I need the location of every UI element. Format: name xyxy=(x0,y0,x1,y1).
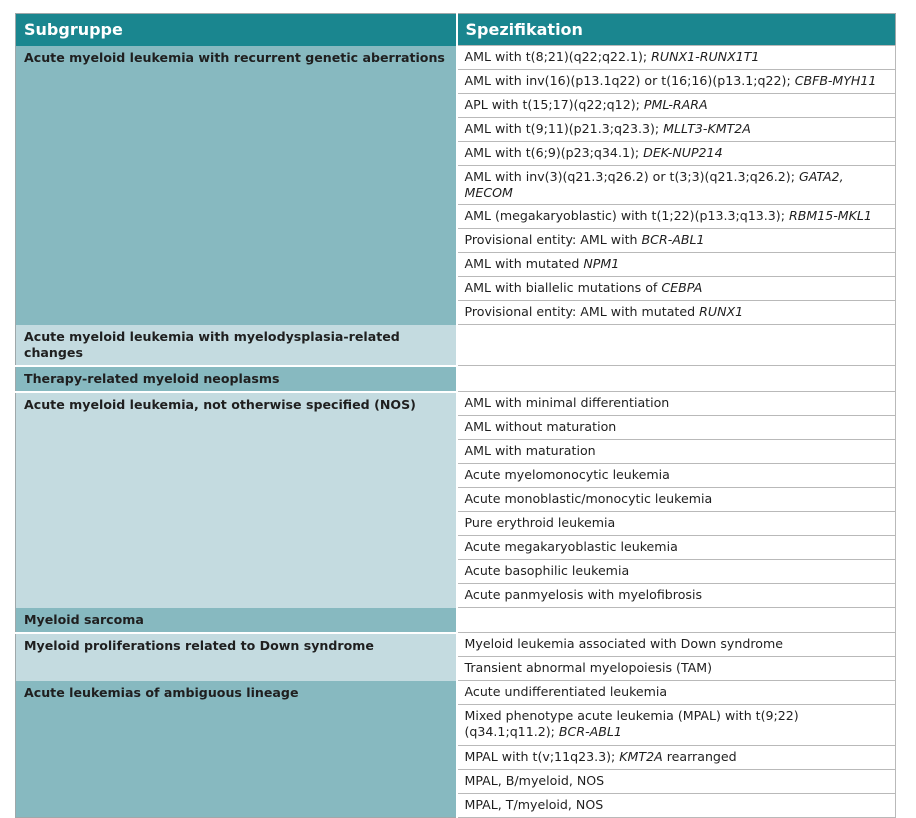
spec-text: AML with maturation xyxy=(464,443,596,458)
specification-cell xyxy=(457,416,896,440)
spec-gene-italic: KMT2A xyxy=(619,749,663,764)
table-row xyxy=(16,325,896,366)
specification-cell xyxy=(457,46,896,70)
specification-cell xyxy=(457,681,896,705)
spec-text: Provisional entity: AML with xyxy=(464,232,642,247)
spec-gene-italic: BCR-ABL1 xyxy=(558,724,622,739)
table-body xyxy=(16,46,896,818)
spec-text: Acute panmyelosis with myelofibrosis xyxy=(464,587,703,602)
spec-text: AML with minimal differentiation xyxy=(464,395,670,410)
table-row xyxy=(16,633,896,657)
spec-text: MPAL with t(v;11q23.3); xyxy=(464,749,620,764)
spec-gene-italic: RUNX1-RUNX1T1 xyxy=(651,49,760,64)
spec-text: AML (megakaryoblastic) with t(1;22)(p13.3;q13.3); xyxy=(464,208,789,223)
specification-cell xyxy=(457,325,896,366)
specification-cell xyxy=(457,794,896,818)
spec-text: Acute basophilic leukemia xyxy=(464,563,630,578)
spec-text: AML with t(8;21)(q22;q22.1); xyxy=(464,49,652,64)
spec-text: AML without maturation xyxy=(464,419,617,434)
specification-cell xyxy=(457,205,896,229)
header-spezifikation: Spezifikation xyxy=(457,14,896,46)
spec-gene-italic: RBM15-MKL1 xyxy=(788,208,872,223)
spec-text: Pure erythroid leukemia xyxy=(464,515,616,530)
spec-text: Myeloid leukemia associated with Down syndrome xyxy=(464,636,783,651)
specification-cell xyxy=(457,770,896,794)
header-subgruppe: Subgruppe xyxy=(16,14,457,46)
specification-cell xyxy=(457,229,896,253)
spec-gene-italic: PML-RARA xyxy=(643,97,708,112)
specification-cell xyxy=(457,118,896,142)
specification-cell xyxy=(457,166,896,205)
table-header-row xyxy=(16,14,896,46)
specification-cell xyxy=(457,253,896,277)
specification-cell xyxy=(457,536,896,560)
subgroup-cell: Acute myeloid leukemia with recurrent genetic aberrations xyxy=(16,46,457,325)
spec-text: AML with mutated xyxy=(464,256,584,271)
specification-cell xyxy=(457,746,896,770)
spec-gene-italic: DEK-NUP214 xyxy=(643,145,723,160)
spec-gene-italic: MLLT3-KMT2A xyxy=(663,121,751,136)
specification-cell xyxy=(457,512,896,536)
specification-cell xyxy=(457,440,896,464)
subgroup-cell: Myeloid sarcoma xyxy=(16,608,457,633)
subgroup-cell: Therapy-related myeloid neoplasms xyxy=(16,366,457,392)
specification-cell xyxy=(457,584,896,608)
table-row xyxy=(16,392,896,416)
spec-text: Acute megakaryoblastic leukemia xyxy=(464,539,678,554)
specification-cell xyxy=(457,366,896,392)
spec-text: Transient abnormal myelopoiesis (TAM) xyxy=(464,660,713,675)
specification-cell xyxy=(457,560,896,584)
specification-cell xyxy=(457,142,896,166)
specification-cell xyxy=(457,277,896,301)
subgroup-cell: Acute myeloid leukemia with myelodysplasia-related changes xyxy=(16,325,457,366)
spec-text: Acute myelomonocytic leukemia xyxy=(464,467,670,482)
spec-text: MPAL, T/myeloid, NOS xyxy=(464,797,604,812)
subgroup-cell: Acute leukemias of ambiguous lineage xyxy=(16,681,457,818)
spec-text: MPAL, B/myeloid, NOS xyxy=(464,773,605,788)
spec-text: APL with t(15;17)(q22;q12); xyxy=(464,97,644,112)
spec-gene-italic: GATA2, MECOM xyxy=(464,169,844,200)
spec-text: AML with inv(16)(p13.1q22) or t(16;16)(p13.1;q22); xyxy=(464,73,795,88)
spec-text: AML with t(6;9)(p23;q34.1); xyxy=(464,145,644,160)
spec-text: AML with t(9;11)(p21.3;q23.3); xyxy=(464,121,664,136)
spec-gene-italic: RUNX1 xyxy=(699,304,744,319)
subgroup-cell: Myeloid proliferations related to Down syndrome xyxy=(16,633,457,681)
specification-cell xyxy=(457,633,896,657)
spec-text: Mixed phenotype acute leukemia (MPAL) with t(9;22)(q34.1;q11.2); xyxy=(464,708,799,739)
specification-cell xyxy=(457,608,896,633)
specification-cell xyxy=(457,464,896,488)
spec-text: Acute monoblastic/monocytic leukemia xyxy=(464,491,713,506)
specification-cell xyxy=(457,705,896,746)
spec-gene-italic: CEBPA xyxy=(661,280,703,295)
spec-gene-italic: CBFB-MYH11 xyxy=(794,73,877,88)
table-row xyxy=(16,681,896,705)
specification-cell xyxy=(457,657,896,681)
specification-cell xyxy=(457,94,896,118)
spec-text: Acute undifferentiated leukemia xyxy=(464,684,668,699)
aml-classification-table xyxy=(15,13,896,818)
classification-table-container xyxy=(15,13,895,818)
spec-text: Provisional entity: AML with mutated xyxy=(464,304,700,319)
table-row xyxy=(16,46,896,70)
specification-cell xyxy=(457,488,896,512)
specification-cell xyxy=(457,301,896,325)
spec-text: AML with inv(3)(q21.3;q26.2) or t(3;3)(q21.3;q26.2); xyxy=(464,169,799,184)
specification-cell xyxy=(457,70,896,94)
specification-cell xyxy=(457,392,896,416)
spec-gene-italic: BCR-ABL1 xyxy=(641,232,705,247)
spec-text: AML with biallelic mutations of xyxy=(464,280,662,295)
table-row xyxy=(16,608,896,633)
spec-text-suffix: rearranged xyxy=(662,749,737,764)
spec-gene-italic: NPM1 xyxy=(583,256,620,271)
table-row xyxy=(16,366,896,392)
subgroup-cell: Acute myeloid leukemia, not otherwise specified (NOS) xyxy=(16,392,457,608)
